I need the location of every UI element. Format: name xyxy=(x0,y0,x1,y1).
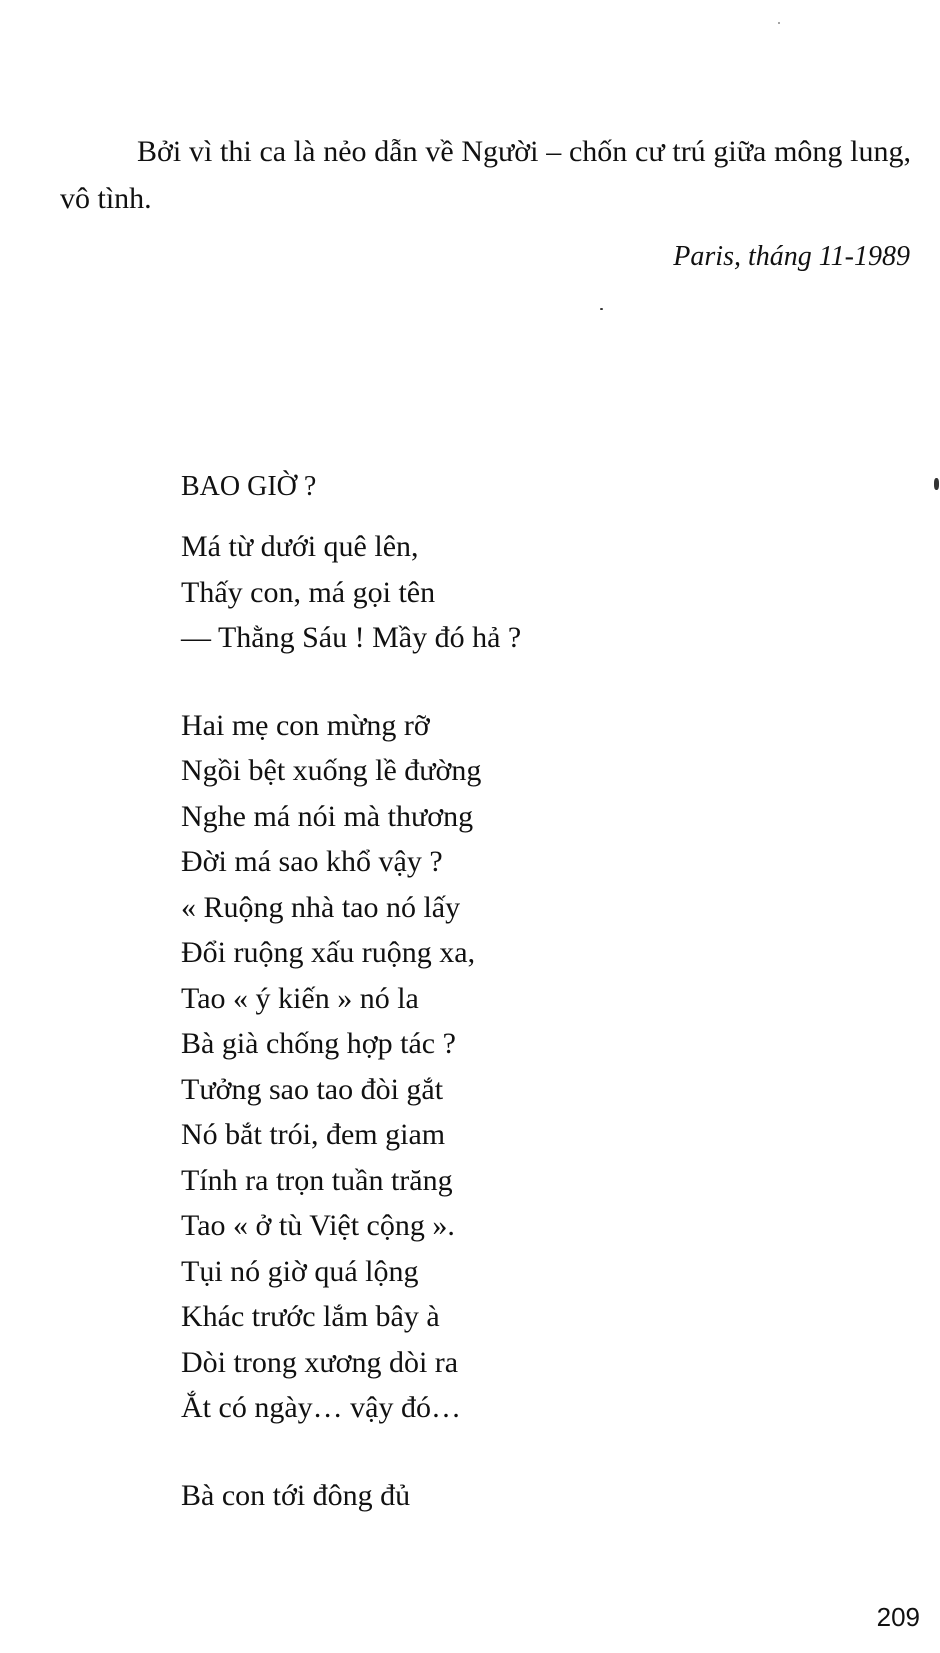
poem-line: Bà con tới đông đủ xyxy=(181,1478,411,1512)
poem-line: Ắt có ngày… vậy đó… xyxy=(181,1391,461,1424)
prose-paragraph: Bởi vì thi ca là nẻo dẫn về Người – chốn cư trú giữa mông lung, vô tình. xyxy=(60,135,911,215)
poem-line: Tính ra trọn tuần trăng xyxy=(181,1163,453,1197)
scan-speck xyxy=(778,22,780,24)
poem-line: Ngồi bệt xuống lề đường xyxy=(181,754,482,787)
poem-line: Tưởng sao tao đòi gắt xyxy=(181,1072,444,1106)
scan-speck xyxy=(600,308,603,310)
poem-line: Đổi ruộng xấu ruộng xa, xyxy=(181,936,476,969)
poem-line: Hai mẹ con mừng rỡ xyxy=(181,708,430,742)
poem-line: Má từ dưới quê lên, xyxy=(181,530,419,563)
poem-line: Nghe má nói mà thương xyxy=(181,799,474,833)
poem-line: Khác trước lắm bây à xyxy=(181,1300,440,1333)
scan-speck xyxy=(934,478,939,490)
stanza-1 xyxy=(181,524,831,661)
page-number: 209 xyxy=(876,1602,920,1632)
poem-line: Nó bắt trói, đem giam xyxy=(181,1118,446,1151)
poem-line: Tụi nó giờ quá lộng xyxy=(181,1254,419,1288)
stanza-3 xyxy=(181,1473,831,1519)
poem-line: « Ruộng nhà tao nó lấy xyxy=(181,890,461,924)
poem-line: Tao « ý kiến » nó la xyxy=(181,981,419,1015)
poem-line: — Thằng Sáu ! Mầy đó hả ? xyxy=(181,621,522,654)
poem-line: Đời má sao khổ vậy ? xyxy=(181,845,443,878)
poem-line: Bà già chống hợp tác ? xyxy=(181,1027,456,1060)
dateline: Paris, tháng 11-1989 xyxy=(673,241,910,272)
poem-line: Tao « ở tù Việt cộng ». xyxy=(181,1209,455,1242)
poem-line: Dòi trong xương dòi ra xyxy=(181,1345,459,1379)
poem xyxy=(181,470,831,1560)
stanza-2 xyxy=(181,703,831,1431)
poem-line: Thấy con, má gọi tên xyxy=(181,575,436,609)
poem-title: BAO GIỜ ? xyxy=(181,471,317,502)
